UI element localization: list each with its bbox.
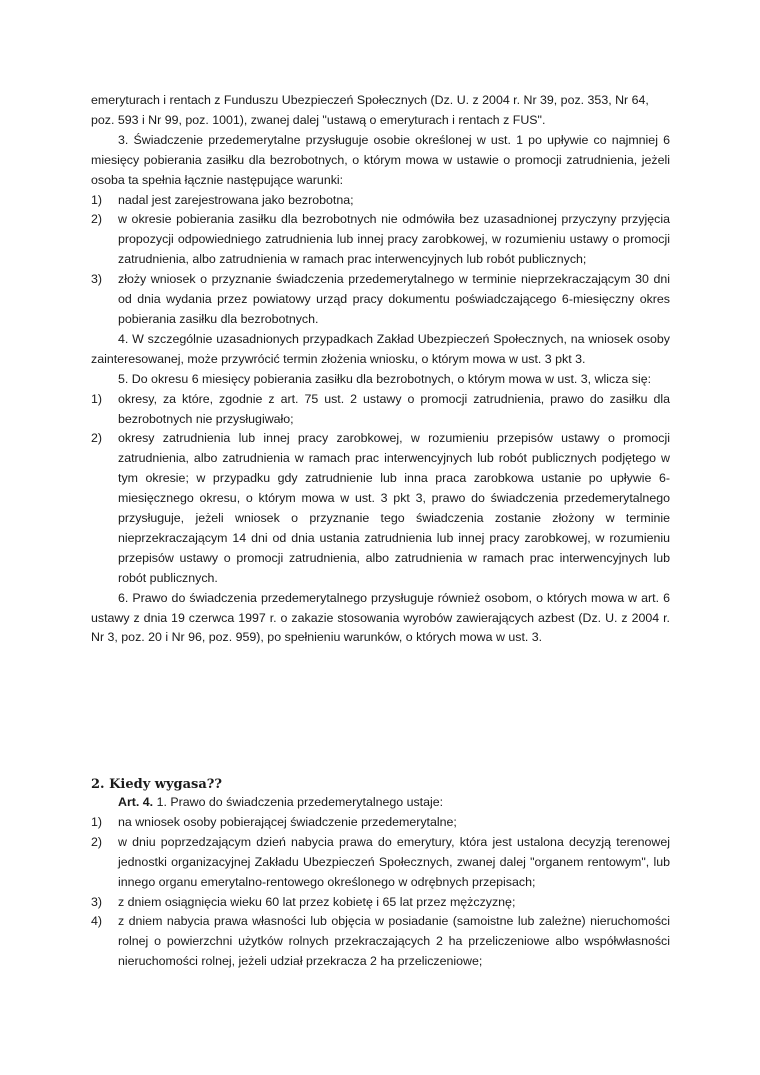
list-text: okresy, za które, zgodnie z art. 75 ust. 2 ustawy o promocji zatrudnienia, prawo do zasiłku dla bezrobotnych nie przysługiwało; — [118, 391, 670, 426]
list-number: 1) — [91, 192, 103, 207]
list-item — [91, 390, 670, 430]
list-item — [91, 191, 670, 211]
section-1-body — [91, 91, 670, 648]
list-item — [91, 210, 670, 270]
list-number: 2) — [91, 431, 103, 446]
list-item — [91, 813, 670, 833]
list-item — [91, 912, 670, 972]
intro-line-1: emeryturach i rentach z Funduszu Ubezpieczeń Społecznych (Dz. U. z 2004 r. Nr 39, poz. 353, Nr 64, — [91, 93, 649, 107]
list-number: 3) — [91, 894, 103, 909]
paragraph-3: 3. Świadczenie przedemerytalne przysługuje osobie określonej w ust. 1 po upływie co najmniej 6 miesięcy pobierania zasiłku dla bezrobotnych, o którym mowa w ustawie o promocji zatrudnienia, jeżeli osoba ta spełnia łącznie następujące warunki: — [91, 132, 670, 187]
section-2-body — [91, 793, 670, 972]
list-number: 1) — [91, 391, 103, 406]
paragraph-4: 4. W szczególnie uzasadnionych przypadkach Zakład Ubezpieczeń Społecznych, na wniosek osoby zainteresowanej, może przywrócić termin złożenia wniosku, o którym mowa w ust. 3 pkt 3. — [91, 331, 670, 366]
article-text: 1. Prawo do świadczenia przedemerytalnego ustaje: — [156, 795, 444, 809]
list-text: w okresie pobierania zasiłku dla bezrobotnych nie odmówiła bez uzasadnionej przyczyny przyjęcia propozycji odpowiedniego zatrudnienia lub innej pracy zarobkowej, w rozumieniu ustawy o promocji zatrudnienia, albo zatrudnienia w ramach prac interwencyjnych lub robót publicznych; — [118, 212, 670, 267]
list-text: w dniu poprzedzającym dzień nabycia prawa do emerytury, która jest ustalona decyzją terenowej jednostki organizacyjnej Zakładu Ubezpieczeń Społecznych, zwanej dalej "organem rentowym", lub innego organu emerytalno-rentowego określonego w odrębnych przepisach; — [118, 834, 670, 889]
list-text: złoży wniosek o przyznanie świadczenia przedemerytalnego w terminie nieprzekraczającym 30 dni od dnia wydania przez powiatowy urząd pracy dokumentu poświadczającego 6-miesięczny okres pobierania zasiłku dla bezrobotnych. — [118, 272, 670, 326]
list-item — [91, 893, 670, 913]
list-item — [91, 429, 670, 588]
list-text: nadal jest zarejestrowana jako bezrobotna; — [118, 192, 354, 207]
article-4-paragraph — [91, 793, 670, 813]
list-number: 2) — [91, 212, 103, 227]
paragraph-6: 6. Prawo do świadczenia przedemerytalnego przysługuje również osobom, o których mowa w art. 6 ustawy z dnia 19 czerwca 1997 r. o zakazie stosowania wyrobów zawierających azbest (Dz. U. z 2004 r. Nr 3, poz. 20 i Nr 96, poz. 959), po spełnieniu warunków, o których mowa w ust. 3. — [91, 590, 670, 645]
list-number: 4) — [91, 914, 103, 929]
list-text: na wniosek osoby pobierającej świadczenie przedemerytalne; — [118, 814, 457, 829]
list-number: 1) — [91, 814, 103, 829]
list-text: okresy zatrudnienia lub innej pracy zarobkowej, w rozumieniu przepisów ustawy o promocji zatrudnienia, albo zatrudnienia w ramach prac interwencyjnych lub robót publicznych podjętego w tym okresie; w przypadku gdy zatrudnienie lub inna praca zarobkowa ustanie po upływie 6-miesięcznego okresu, o którym mowa w ust. 3 pkt 3, prawo do świadczenia przedemerytalnego przysługuje, jeżeli wniosek o przyznanie tego świadczenia zostanie złożony w terminie nieprzekraczającym 14 dni od dnia ustania zatrudnienia lub innej pracy zarobkowej, w rozumieniu przepisów ustawy o promocji zatrudnienia, albo zatrudnienia w ramach prac interwencyjnych lub robót publicznych. — [118, 431, 670, 585]
list-item — [91, 833, 670, 893]
section-2-heading: 2. Kiedy wygasa?? — [91, 777, 223, 792]
list-text: z dniem nabycia prawa własności lub objęcia w posiadanie (samoistne lub zależne) nieruchomości rolnej o powierzchni użytków rolnych przekraczających 2 ha przeliczeniowe albo współwłasności nieruchomości rolnej, jeżeli udział przekracza 2 ha przeliczeniowe; — [118, 914, 670, 969]
list-number: 2) — [91, 834, 103, 849]
list-text: z dniem osiągnięcia wieku 60 lat przez kobietę i 65 lat przez mężczyznę; — [118, 894, 516, 909]
article-label: Art. 4. — [118, 795, 154, 809]
paragraph-5: 5. Do okresu 6 miesięcy pobierania zasiłku dla bezrobotnych, o którym mowa w ust. 3, wlicza się: — [118, 371, 652, 386]
intro-line-2: poz. 593 i Nr 99, poz. 1001), zwanej dalej "ustawą o emeryturach i rentach z FUS". — [91, 112, 546, 127]
list-item — [91, 270, 670, 330]
list-number: 3) — [91, 272, 103, 287]
